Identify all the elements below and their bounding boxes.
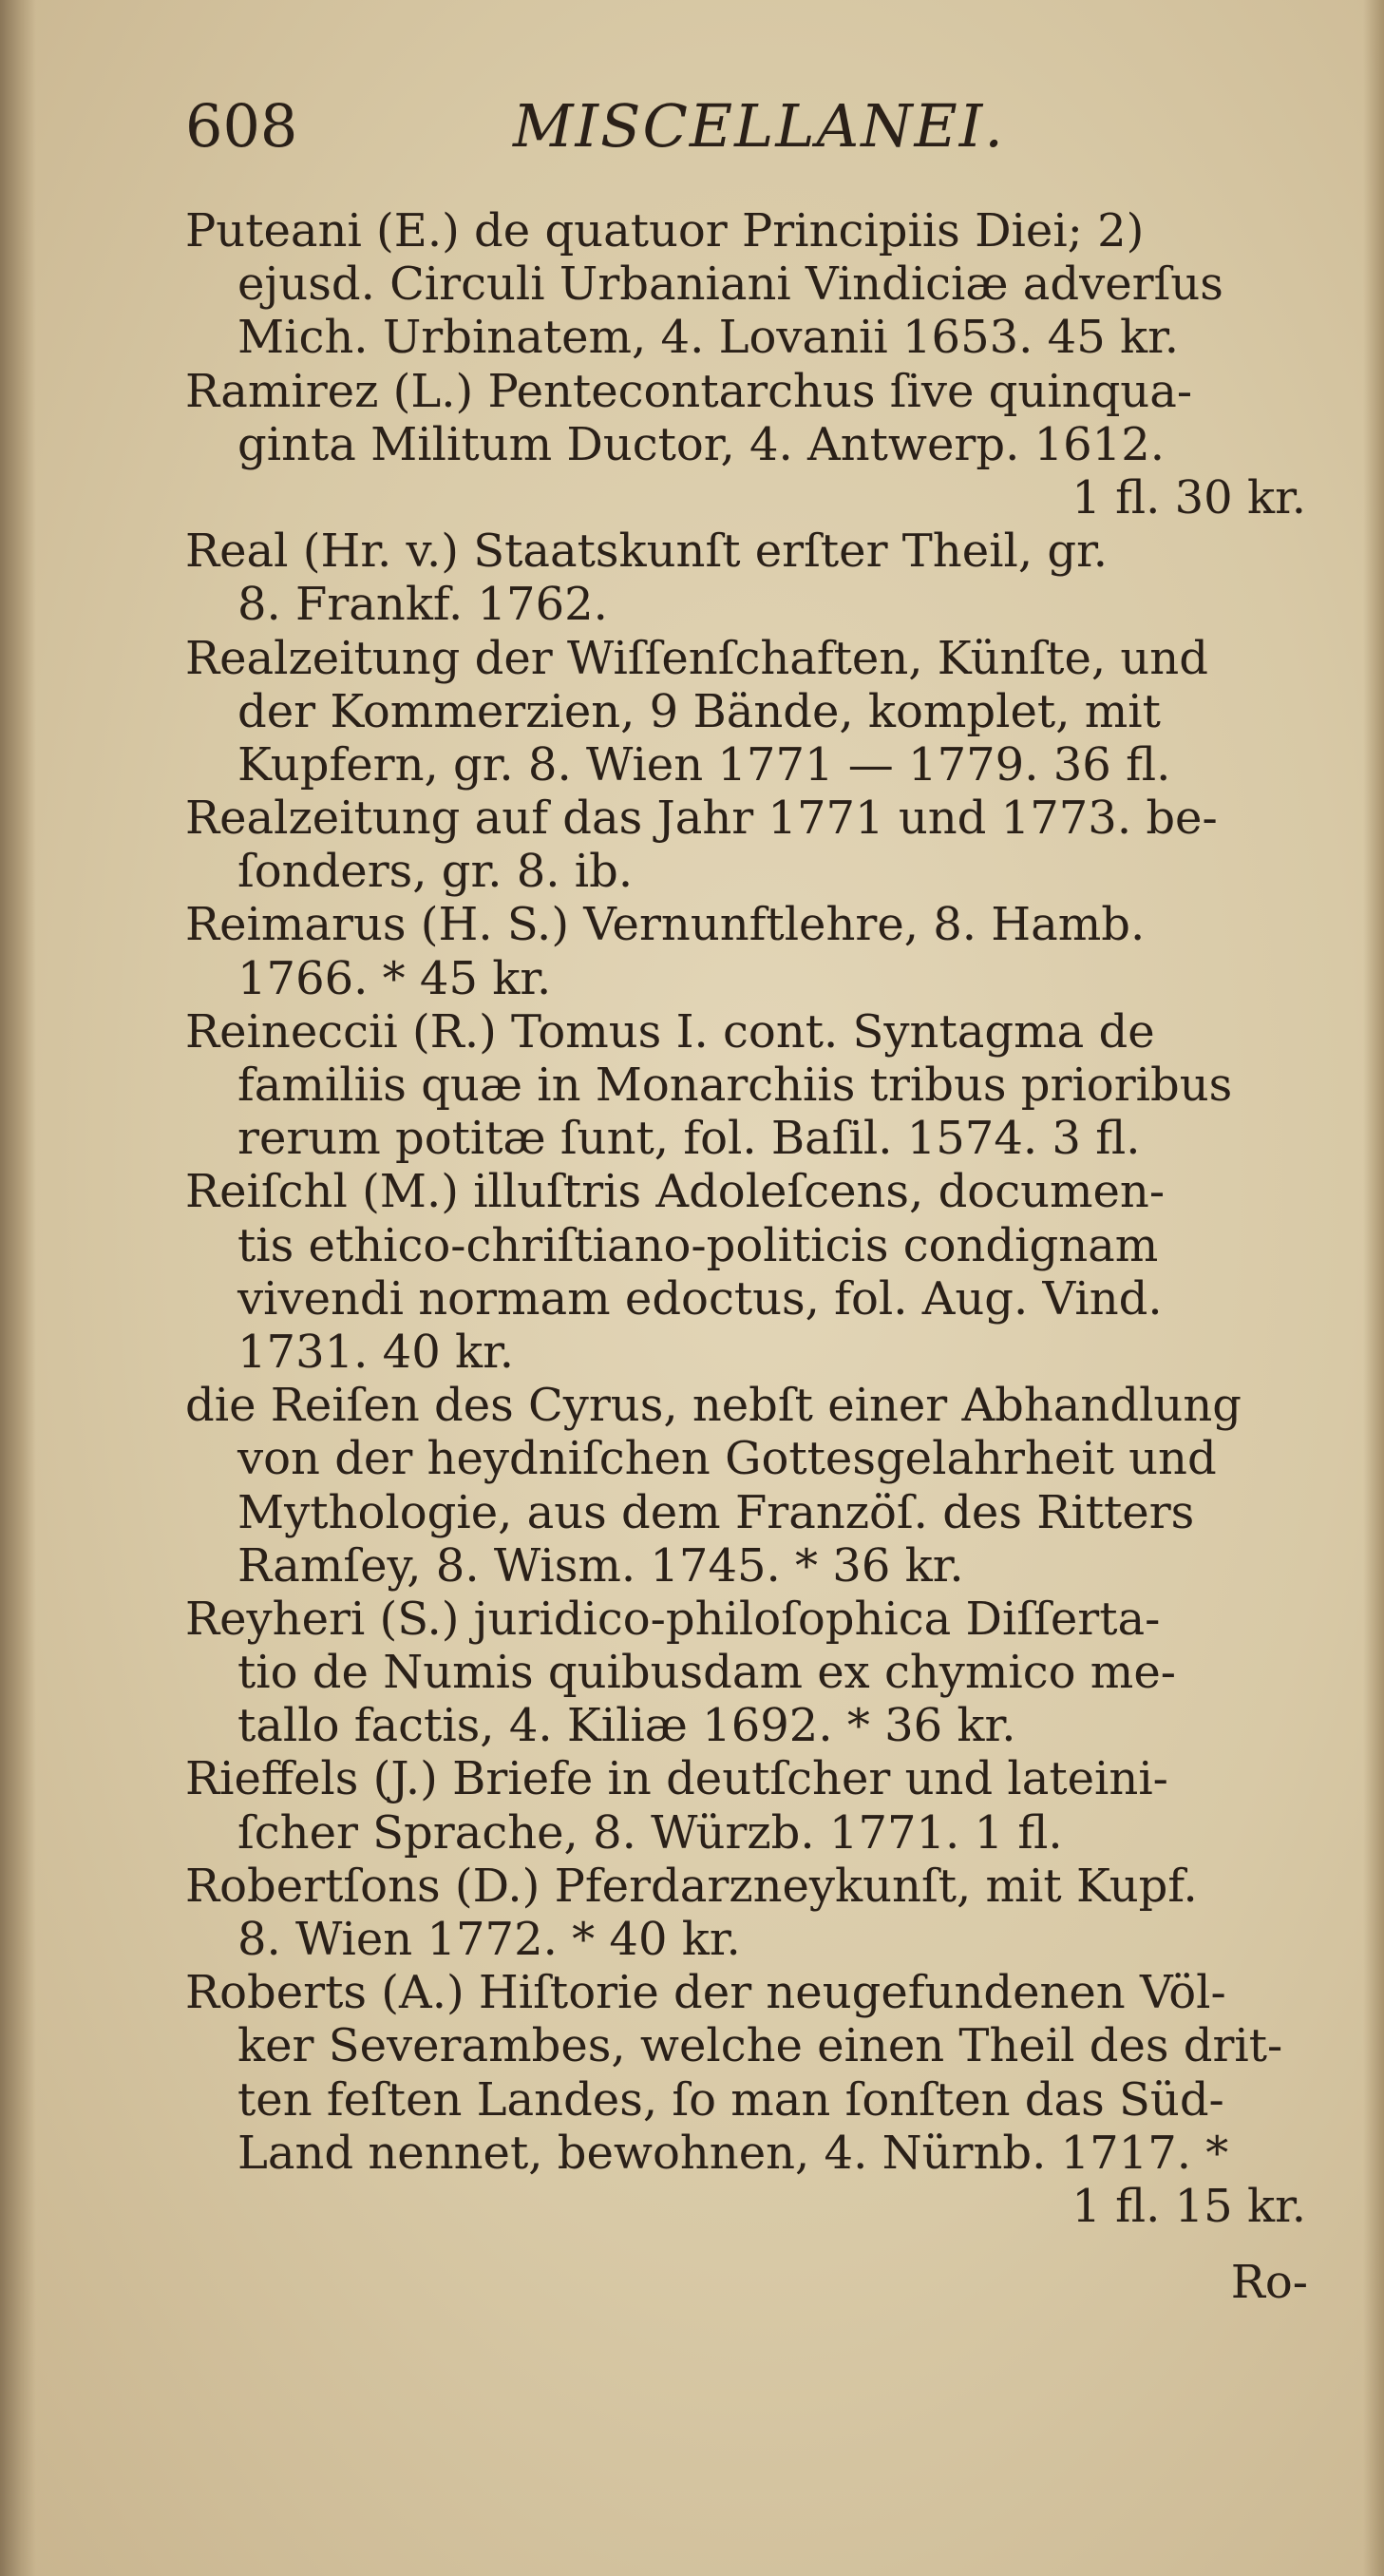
- entry-line: Ramſey, 8. Wism. 1745. * 36 kr.: [237, 1538, 964, 1593]
- catalogue-entry: [185, 1593, 1306, 1753]
- entry-line: ſcher Sprache, 8. Würzb. 1771. 1 fl.: [237, 1805, 1063, 1860]
- entry-price: 1 fl. 15 kr.: [1071, 2179, 1306, 2233]
- entry-line: Land nennet, bewohnen, 4. Nürnb. 1717. *: [237, 2126, 1229, 2180]
- entry-line: der Kommerzien, 9 Bände, komplet, mit: [237, 684, 1161, 738]
- entry-line: Realzeitung auf das Jahr 1771 und 1773. be-: [185, 792, 1218, 846]
- entry-line: tio de Numis quibusdam ex chymico me-: [237, 1646, 1176, 1700]
- catalogue-entry: [185, 1752, 1306, 1859]
- entry-line: Kupfern, gr. 8. Wien 1771 — 1779. 36 fl.: [237, 737, 1171, 792]
- catalogue-entries: [185, 204, 1306, 2233]
- entry-line: Realzeitung der Wiſſenſchaften, Künſte, und: [185, 631, 1208, 685]
- catalogue-entry: [185, 525, 1306, 631]
- running-title: MISCELLANEI.: [513, 91, 1005, 161]
- entry-line: 8. Wien 1772. * 40 kr.: [237, 1913, 741, 1966]
- catchword: Ro-: [1230, 2256, 1308, 2309]
- entry-price: 1 fl. 30 kr.: [1071, 470, 1306, 525]
- entry-line: ten feſten Landes, ſo man ſonſten das Süd-: [237, 2072, 1224, 2127]
- page-number: 608: [185, 91, 298, 161]
- page-edge-shadow-left: [0, 0, 36, 2576]
- catalogue-entry: [185, 632, 1306, 792]
- entry-line: tallo factis, 4. Kiliæ 1692. * 36 kr.: [237, 1699, 1016, 1753]
- entry-line: 1731. 40 kr.: [237, 1325, 515, 1379]
- entry-line: Roberts (A.) Hiſtorie der neugefundenen Völ-: [185, 1966, 1226, 2020]
- catalogue-entry: [185, 204, 1306, 365]
- catalogue-entry: [185, 792, 1306, 898]
- entry-line: Mich. Urbinatem, 4. Lovanii 1653. 45 kr.: [237, 311, 1180, 365]
- entry-line: Reimarus (H. S.) Vernunftlehre, 8. Hamb.: [185, 898, 1146, 952]
- catalogue-entry: [185, 1860, 1306, 1966]
- entry-line: ejusd. Circuli Urbaniani Vindiciæ adverſus: [237, 258, 1223, 312]
- entry-line: Reineccii (R.) Tomus I. cont. Syntagma de: [185, 1004, 1155, 1059]
- entry-line: Real (Hr. v.) Staatskunſt erſter Theil, gr.: [185, 525, 1108, 579]
- entry-line: Reyheri (S.) juridico-philoſophica Diſſerta-: [185, 1592, 1161, 1646]
- entry-line: Reiſchl (M.) illuſtris Adoleſcens, documen-: [185, 1165, 1166, 1219]
- page-edge-shadow-right: [1363, 0, 1384, 2576]
- entry-line: Puteani (E.) de quatuor Principiis Diei; 2): [185, 204, 1145, 258]
- entry-line: ſonders, gr. 8. ib.: [237, 845, 634, 899]
- entry-line: rerum potitæ ſunt, fol. Baſil. 1574. 3 fl.: [237, 1112, 1141, 1166]
- entry-line: die Reiſen des Cyrus, nebſt einer Abhandlung: [185, 1379, 1242, 1433]
- catalogue-entry: [185, 898, 1306, 1004]
- entry-line: Robertſons (D.) Pferdarzneykunſt, mit Kupf.: [185, 1859, 1198, 1913]
- catalogue-entry: [185, 1165, 1306, 1379]
- catalogue-entry: [185, 365, 1306, 525]
- entry-line: 1766. * 45 kr.: [237, 951, 552, 1005]
- entry-line: familiis quæ in Monarchiis tribus prioribus: [237, 1059, 1233, 1112]
- entry-line: 8. Frankf. 1762.: [237, 578, 608, 632]
- entry-line: vivendi normam edoctus, fol. Aug. Vind.: [237, 1271, 1163, 1326]
- catalogue-entry: [185, 1379, 1306, 1593]
- page-header: [185, 84, 1306, 169]
- catalogue-entry: [185, 1005, 1306, 1166]
- entry-line: tis ethico-chriſtiano-politicis condignam: [237, 1218, 1159, 1272]
- entry-line: Rieffels (J.) Briefe in deutſcher und lateini-: [185, 1752, 1168, 1806]
- entry-line: Ramirez (L.) Pentecontarchus ſive quinqua-: [185, 364, 1193, 418]
- entry-line: von der heydniſchen Gottesgelahrheit und: [237, 1432, 1217, 1486]
- catalogue-entry: [185, 1966, 1306, 2233]
- entry-line: Mythologie, aus dem Franzöſ. des Ritters: [237, 1485, 1195, 1539]
- entry-line: ker Severambes, welche einen Theil des drit-: [237, 2019, 1283, 2073]
- entry-line: ginta Militum Ductor, 4. Antwerp. 1612.: [237, 417, 1166, 471]
